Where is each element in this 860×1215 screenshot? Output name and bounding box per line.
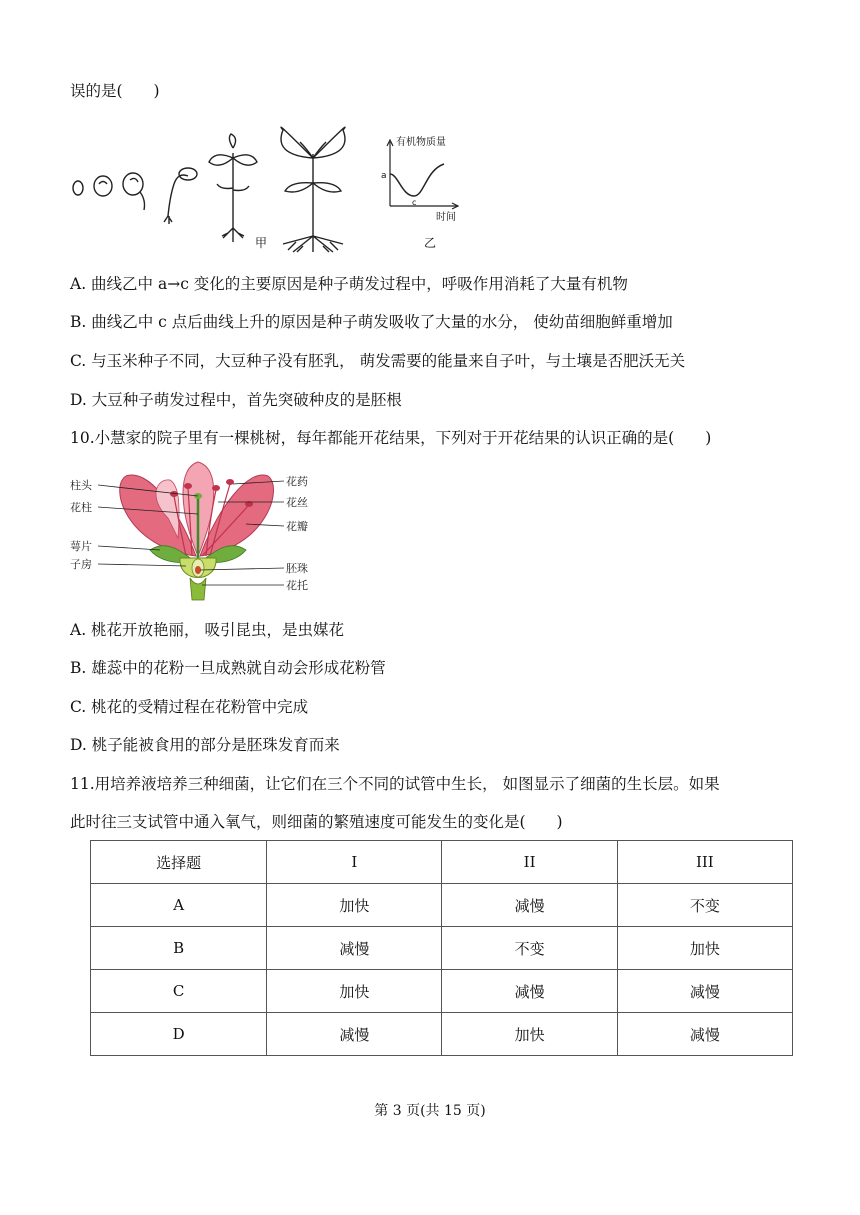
table-cell: 不变: [442, 927, 617, 970]
right-labels: [286, 474, 308, 592]
table-header-cell: 选择题: [91, 841, 267, 884]
graph-ylabel: 有机物质量: [396, 137, 446, 148]
label-ovary: 子房: [70, 558, 92, 571]
seed-stage-6: [281, 127, 345, 252]
organic-mass-curve: [390, 164, 444, 196]
q10-option-a: A. 桃花开放艳丽， 吸引昆虫，是虫媒花: [70, 621, 344, 639]
seed-stage-5: [209, 134, 257, 242]
label-stigma: 柱头: [70, 479, 92, 492]
label-sepal: 萼片: [70, 540, 92, 553]
q10-stem: 10.小慧家的院子里有一棵桃树，每年都能开花结果，下列对于开花结果的认识正确的是( ): [70, 429, 712, 447]
seed-stage-1: [73, 181, 83, 195]
q10-option-d: D. 桃子能被食用的部分是胚珠发育而来: [70, 736, 340, 754]
q10-option-b: B. 雄蕊中的花粉一旦成熟就自动会形成花粉管: [70, 659, 386, 677]
graph-point-c: c: [412, 198, 417, 207]
table-row: [91, 884, 793, 927]
q9-option-b: B. 曲线乙中 c 点后曲线上升的原因是种子萌发吸收了大量的水分， 使幼苗细胞鲜重增加: [70, 313, 673, 331]
flower-receptacle: [190, 578, 206, 600]
label-anther: 花药: [286, 475, 308, 488]
table-cell: C: [91, 970, 267, 1013]
label-receptacle: 花托: [286, 579, 308, 592]
page-footer: 第 3 页(共 15 页): [374, 1103, 486, 1119]
label-filament: 花丝: [286, 496, 308, 509]
flower-petals: [120, 462, 274, 556]
table-header-cell: III: [617, 841, 792, 884]
q11-stem-line2: 此时往三支试管中通入氧气，则细菌的繁殖速度可能发生的变化是( ): [70, 813, 563, 831]
seed-stage-3: [123, 173, 145, 210]
table-header-cell: II: [442, 841, 617, 884]
table-cell: 加快: [267, 884, 442, 927]
seed-stage-4: [164, 168, 197, 224]
q9-option-d: D. 大豆种子萌发过程中，首先突破种皮的是胚根: [70, 391, 402, 409]
table-cell: 减慢: [442, 970, 617, 1013]
left-labels: [70, 478, 93, 571]
seed-germination-figure: [68, 118, 368, 253]
table-row: [91, 970, 793, 1013]
label-petal: 花瓣: [286, 520, 308, 533]
table-cell: 减慢: [267, 927, 442, 970]
figure-label-jia: 甲: [255, 236, 268, 250]
graph-xlabel: 时间: [436, 212, 456, 223]
table-header-row: [91, 841, 793, 884]
table-cell: 加快: [267, 970, 442, 1013]
q11-answer-table: [90, 840, 793, 1056]
q9-option-a: A. 曲线乙中 a→c 变化的主要原因是种子萌发过程中，呼吸作用消耗了大量有机物: [70, 275, 628, 293]
q11-stem-line1: 11.用培养液培养三种细菌，让它们在三个不同的试管中生长， 如图显示了细菌的生长层。如果: [70, 775, 720, 793]
figure-label-yi: 乙: [424, 236, 437, 250]
table-cell: 不变: [617, 884, 792, 927]
peach-flower-diagram: [68, 458, 313, 606]
table-cell: 加快: [617, 927, 792, 970]
q9-stem-tail: 误的是( ): [70, 82, 160, 100]
table-header-cell: I: [267, 841, 442, 884]
table-cell: 减慢: [442, 884, 617, 927]
label-style: 花柱: [70, 501, 92, 514]
table-row: [91, 927, 793, 970]
table-cell: 减慢: [617, 1013, 792, 1056]
table-cell: D: [91, 1013, 267, 1056]
q10-option-c: C. 桃花的受精过程在花粉管中完成: [70, 698, 309, 716]
table-cell: 加快: [442, 1013, 617, 1056]
graph-point-a: a: [381, 171, 387, 181]
table-row: [91, 1013, 793, 1056]
table-cell: A: [91, 884, 267, 927]
seed-stage-2: [94, 176, 112, 196]
table-cell: B: [91, 927, 267, 970]
q9-option-c: C. 与玉米种子不同，大豆种子没有胚乳， 萌发需要的能量来自子叶，与土壤是否肥沃无关: [70, 352, 686, 370]
table-cell: 减慢: [267, 1013, 442, 1056]
organic-mass-graph: [378, 134, 468, 224]
label-ovule: 胚珠: [286, 562, 308, 575]
table-cell: 减慢: [617, 970, 792, 1013]
